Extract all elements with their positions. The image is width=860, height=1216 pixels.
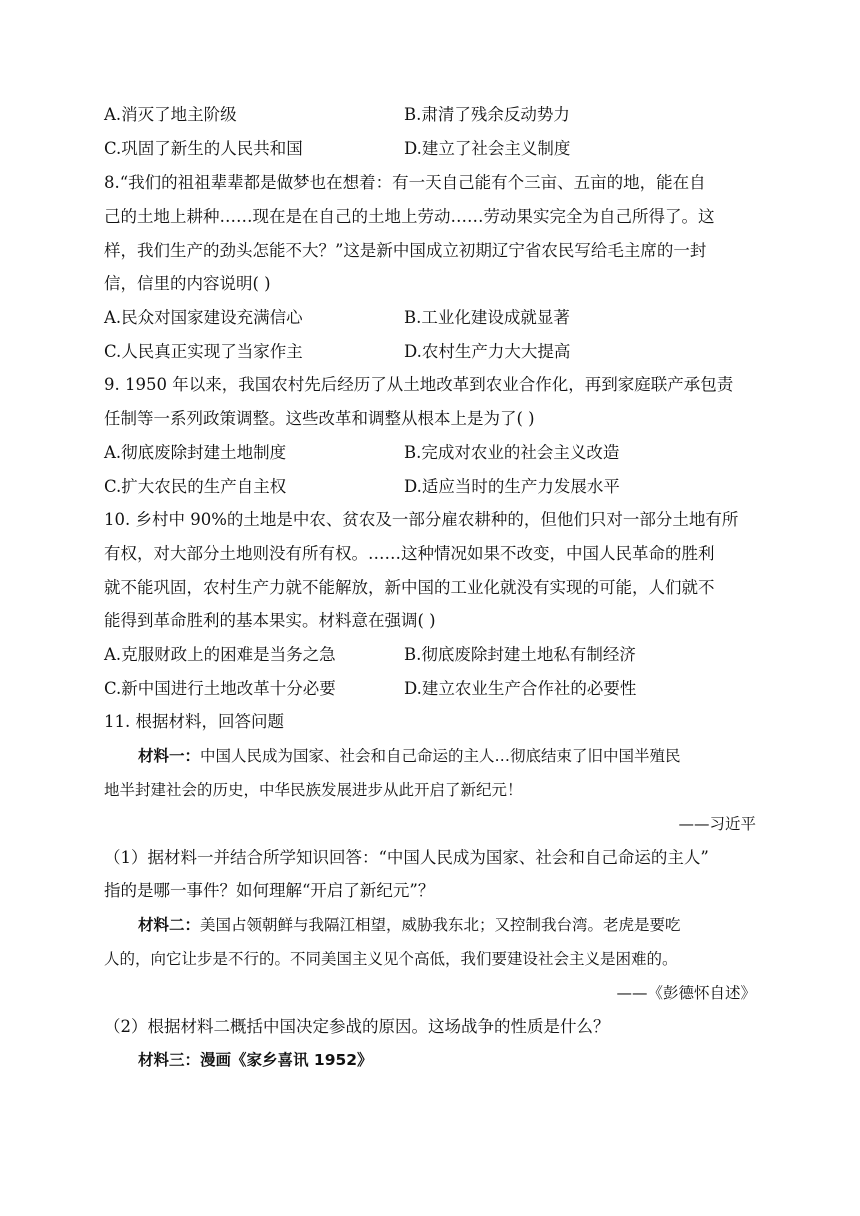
material-three-label: 材料三：: [138, 1051, 201, 1069]
q9-option-a: A.彻底废除封建土地制度: [104, 443, 287, 462]
q10-option-d: D.建立农业生产合作社的必要性: [404, 679, 637, 698]
material-one-label: 材料一：: [138, 747, 201, 765]
q10-option-c: C.新中国进行土地改革十分必要: [104, 679, 336, 698]
q8-option-c: C.人民真正实现了当家作主: [104, 342, 303, 361]
q9-option-d: D.适应当时的生产力发展水平: [404, 477, 620, 496]
material-two-label: 材料二：: [138, 916, 201, 934]
material-one-text: 中国人民成为国家、社会和自己命运的主人…彻底结束了旧中国半殖民: [200, 747, 681, 765]
q10-stem-line-2: 有权，对大部分土地则没有所有权。……这种情况如果不改变，中国人民革命的胜利: [104, 544, 715, 563]
material-one-line-1: [138, 744, 681, 768]
material-two-line-1: [138, 913, 681, 937]
material-two-source: ——《彭德怀自述》: [616, 984, 756, 1002]
q9-stem-line-2: 任制等一系列政策调整。这些改革和调整从根本上是为了( ): [104, 409, 535, 428]
q8-stem-line-3: 样，我们生产的劲头怎能不大？”这是新中国成立初期辽宁省农民写给毛主席的一封: [104, 241, 707, 260]
q8-stem-line-2: 己的土地上耕种……现在是在自己的土地上劳动……劳动果实完全为自己所得了。这: [104, 207, 715, 226]
q7-option-b: B.肃清了残余反动势力: [404, 105, 570, 124]
material-one-line-2: 地半封建社会的历史，中华民族发展进步从此开启了新纪元！: [104, 781, 523, 799]
q8-option-d: D.农村生产力大大提高: [404, 342, 571, 361]
q8-stem-line-1: 8.“我们的祖祖辈辈都是做梦也在想着：有一天自己能有个三亩、五亩的地，能在自: [104, 173, 706, 192]
q9-stem-line-1: 9. 1950 年以来，我国农村先后经历了从土地改革到农业合作化，再到家庭联产承包责: [104, 375, 734, 394]
q10-stem-line-4: 能得到革命胜利的基本果实。材料意在强调( ): [104, 611, 436, 630]
q11-title: 11. 根据材料，回答问题: [104, 712, 284, 731]
q11-part1-line-2: 指的是哪一事件？如何理解“开启了新纪元”？: [104, 881, 435, 900]
material-two-line-2: 人的，向它让步是不行的。不同美国主义见个高低，我们要建设社会主义是困难的。: [104, 950, 678, 968]
q8-option-a: A.民众对国家建设充满信心: [104, 308, 303, 327]
q10-option-a: A.克服财政上的困难是当务之急: [104, 645, 336, 664]
q7-option-a: A.消灭了地主阶级: [104, 105, 237, 124]
q11-part2-line-1: （2）根据材料二概括中国决定参战的原因。这场战争的性质是什么？: [104, 1017, 610, 1036]
material-two-text: 美国占领朝鲜与我隔江相望，威胁我东北；又控制我台湾。老虎是要吃: [200, 916, 681, 934]
q9-option-c: C.扩大农民的生产自主权: [104, 477, 287, 496]
material-three-text: 漫画《家乡喜讯 1952》: [200, 1051, 373, 1069]
q10-option-b: B.彻底废除封建土地私有制经济: [404, 645, 636, 664]
material-three-line: [138, 1048, 373, 1072]
q8-option-b: B.工业化建设成就显著: [404, 308, 570, 327]
q9-option-b: B.完成对农业的社会主义改造: [404, 443, 620, 462]
q7-option-c: C.巩固了新生的人民共和国: [104, 139, 303, 158]
q11-part1-line-1: （1）据材料一并结合所学知识回答：“中国人民成为国家、社会和自己命运的主人”: [104, 848, 709, 867]
q8-stem-line-4: 信，信里的内容说明( ): [104, 274, 271, 293]
q7-option-d: D.建立了社会主义制度: [404, 139, 571, 158]
material-one-source: ——习近平: [678, 815, 756, 833]
q10-stem-line-3: 就不能巩固，农村生产力就不能解放，新中国的工业化就没有实现的可能，人们就不: [104, 578, 715, 597]
q10-stem-line-1: 10. 乡村中 90%的土地是中农、贫农及一部分雇农耕种的，但他们只对一部分土地有所: [104, 510, 739, 529]
